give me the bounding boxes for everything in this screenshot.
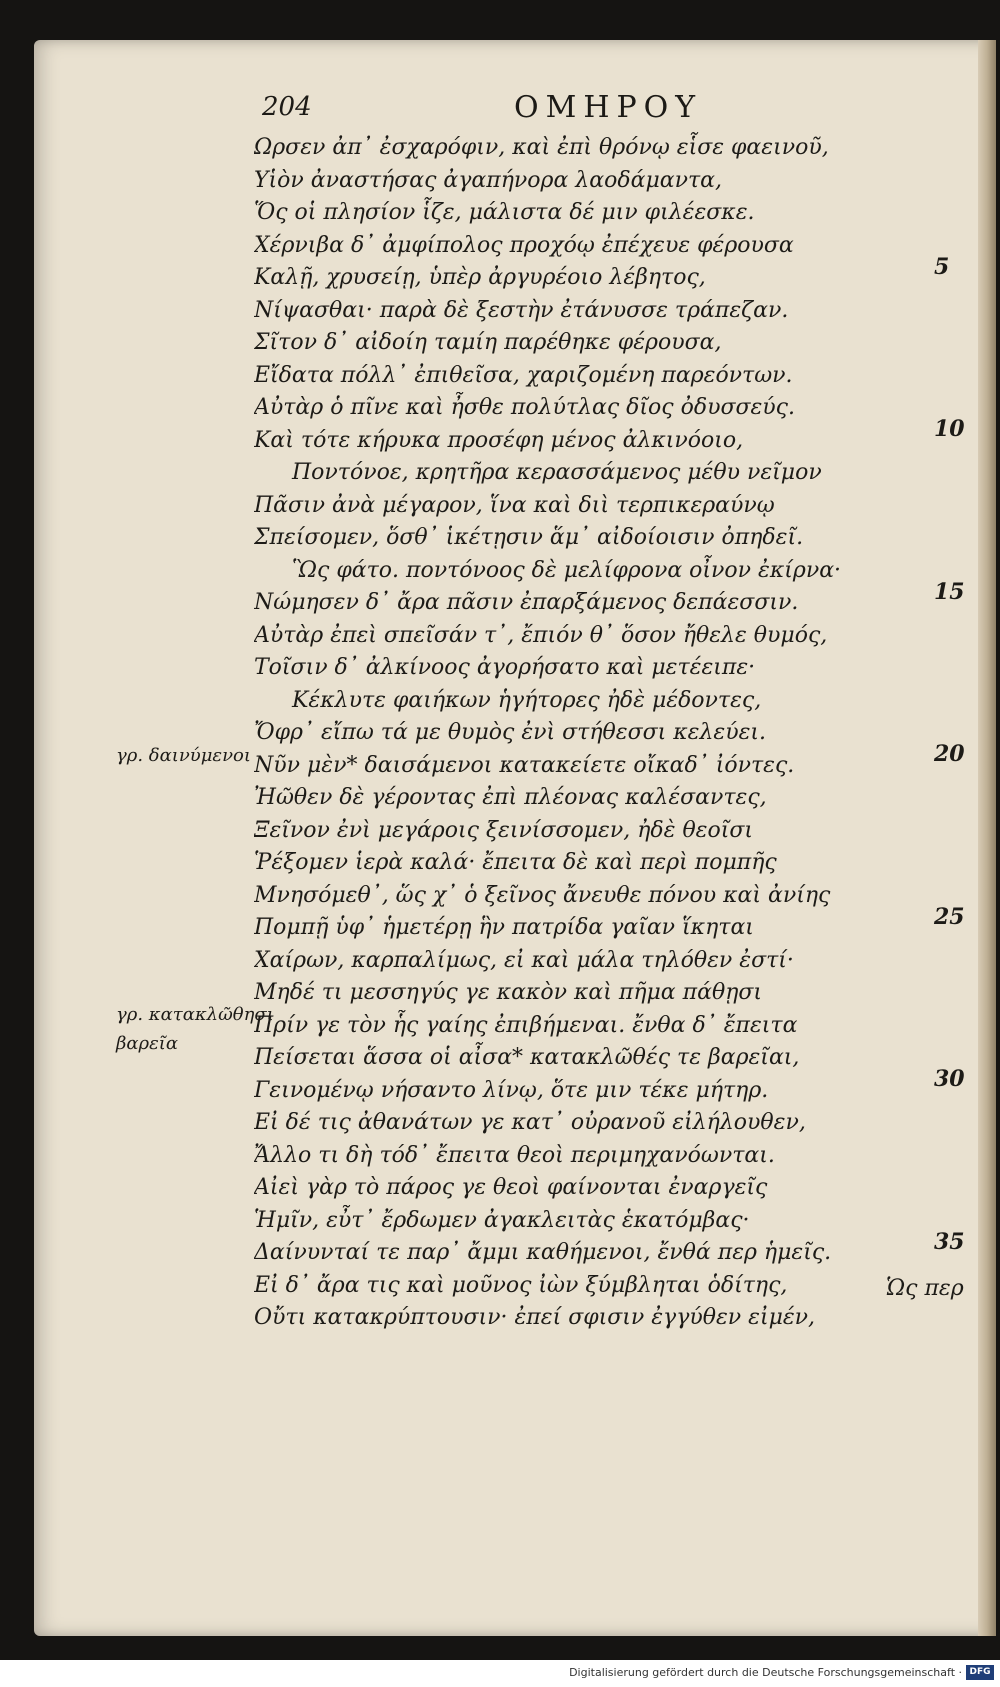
book-page [34,40,996,1636]
verse-line: Μνησόμεθ᾽, ὥς χ᾽ ὁ ξεῖνος ἄνευθε πόνου καὶ ἀνίης [254,882,831,908]
verse-line: Αὐτὰρ ὁ πῖνε καὶ ἦσθε πολύτλας δῖος ὀδυσσεύς. [254,395,795,420]
margin-note: γρ. δαινύμενοι [116,745,251,766]
verse-line: Καλῇ, χρυσείῃ, ὑπὲρ ἀργυρέοιο λέβητος, [254,265,706,290]
verse-line: Πᾶσιν ἀνὰ μέγαρον, ἵνα καὶ διὶ τερπικεραύνῳ [254,492,775,518]
verse-line: Νῦν μὲν* δαισάμενοι κατακείετε οἴκαδ᾽ ἰόντες. [254,752,795,778]
verse-line: Σπείσομεν, ὅσθ᾽ ἱκέτῃσιν ἅμ᾽ αἰδοίοισιν ὀπηδεῖ. [254,525,804,550]
line-number: 5 [934,254,950,280]
page-number: 204 [262,92,312,122]
margin-note: γρ. κατακλῶθησι βαρεῖα [116,1004,274,1054]
verse-line: Σῖτον δ᾽ αἰδοίη ταμίη παρέθηκε φέρουσα, [254,330,722,355]
verse-line: Ὅς οἱ πλησίον ἷζε, μάλιστα δέ μιν φιλέεσκε. [254,200,755,225]
footer-bar [0,1662,1000,1687]
catchword: Ὡς περ [886,1276,964,1301]
verse-line: Υἱὸν ἀναστήσας ἀγαπήνορα λαοδάμαντα, [254,167,723,193]
verse-line: Τοῖσιν δ᾽ ἀλκίνοος ἀγορήσατο καὶ μετέειπε· [254,655,756,680]
dfg-logo-icon: DFG [966,1665,994,1680]
line-number: 10 [934,416,965,442]
verse-line: Αὐτὰρ ἐπεὶ σπεῖσάν τ᾽, ἔπιόν θ᾽ ὅσον ἤθελε θυμός, [254,622,828,648]
verse-text [254,132,954,1335]
verse-line: Νίψασθαι· παρὰ δὲ ξεστὴν ἐτάνυσσε τράπεζαν. [254,297,789,323]
verse-line: Ἡμῖν, εὖτ᾽ ἔρδωμεν ἀγακλειτὰς ἑκατόμβας· [254,1207,750,1233]
line-number: 15 [934,579,965,605]
verse-line: Εἰ δ᾽ ἄρα τις καὶ μοῦνος ἰὼν ξύμβληται ὁδίτης, [254,1272,788,1298]
verse-line: Ποντόνοε, κρητῆρα κερασσάμενος μέθυ νεῖμον [292,460,822,485]
footer-credit: Digitalisierung gefördert durch die Deutsche Forschungsgemeinschaft · [569,1666,962,1679]
verse-line: Πομπῇ ὑφ᾽ ἡμετέρῃ ἣν πατρίδα γαῖαν ἵκηται [254,915,754,940]
verse-line: Εἴδατα πόλλ᾽ ἐπιθεῖσα, χαριζομένη παρεόντων. [254,362,793,388]
verse-line: Πείσεται ἅσσα οἱ αἶσα* κατακλῶθές τε βαρεῖαι, [254,1045,800,1070]
verse-line: Νώμησεν δ᾽ ἄρα πᾶσιν ἐπαρξάμενος δεπάεσσιν. [254,590,799,615]
verse-line: Αἰεὶ γὰρ τὸ πάρος γε θεοὶ φαίνονται ἐναργεῖς [254,1175,768,1200]
page-edge [978,40,996,1636]
line-number: 35 [934,1229,965,1255]
verse-line: Κέκλυτε φαιήκων ἡγήτορες ἠδὲ μέδοντες, [292,687,762,713]
verse-line: Οὔτι κατακρύπτουσιν· ἐπεί σφισιν ἐγγύθεν εἰμέν, [254,1305,816,1330]
verse-line: Καὶ τότε κήρυκα προσέφη μένος ἀλκινόοιο, [254,427,744,453]
verse-line: Χαίρων, καρπαλίμως, εἰ καὶ μάλα τηλόθεν ἐστί· [254,947,794,973]
line-number: 30 [934,1066,965,1092]
verse-line: Δαίνυνταί τε παρ᾽ ἄμμι καθήμενοι, ἔνθά περ ἡμεῖς. [254,1240,832,1265]
verse-line: Ῥέξομεν ἱερὰ καλά· ἔπειτα δὲ καὶ περὶ πομπῆς [254,850,777,875]
verse-line: Γεινομένῳ νήσαντο λίνῳ, ὅτε μιν τέκε μήτηρ. [254,1077,769,1103]
line-number: 20 [934,741,965,767]
verse-line: Ἄλλο τι δὴ τόδ᾽ ἔπειτα θεοὶ περιμηχανόωνται. [254,1142,775,1168]
verse-line: Ξεῖνον ἐνὶ μεγάροις ξεινίσσομεν, ἠδὲ θεοῖσι [254,817,754,843]
verse-line: Εἰ δέ τις ἀθανάτων γε κατ᾽ οὐρανοῦ εἰλήλουθεν, [254,1110,806,1135]
verse-line: Ωρσεν ἀπ᾽ ἐσχαρόφιν, καὶ ἐπὶ θρόνῳ εἷσε φαεινοῦ, [254,135,829,160]
line-number: 25 [934,904,965,930]
running-title: ΟΜΗΡΟΥ [514,90,703,125]
verse-line: Ὄφρ᾽ εἴπω τά με θυμὸς ἐνὶ στήθεσσι κελεύει. [254,720,767,745]
verse-line: Ὣς φάτο. ποντόνοος δὲ μελίφρονα οἶνον ἐκίρνα· [292,557,842,583]
page-header [34,92,996,132]
verse-line: Χέρνιβα δ᾽ ἀμφίπολος προχόῳ ἐπέχευε φέρουσα [254,232,794,258]
verse-line: Πρίν γε τὸν ἧς γαίης ἐπιβήμεναι. ἔνθα δ᾽ ἔπειτα [254,1012,798,1038]
verse-line: Ἠῶθεν δὲ γέροντας ἐπὶ πλέονας καλέσαντες, [254,785,767,810]
verse-line: Μηδέ τι μεσσηγύς γε κακὸν καὶ πῆμα πάθῃσι [254,980,763,1005]
